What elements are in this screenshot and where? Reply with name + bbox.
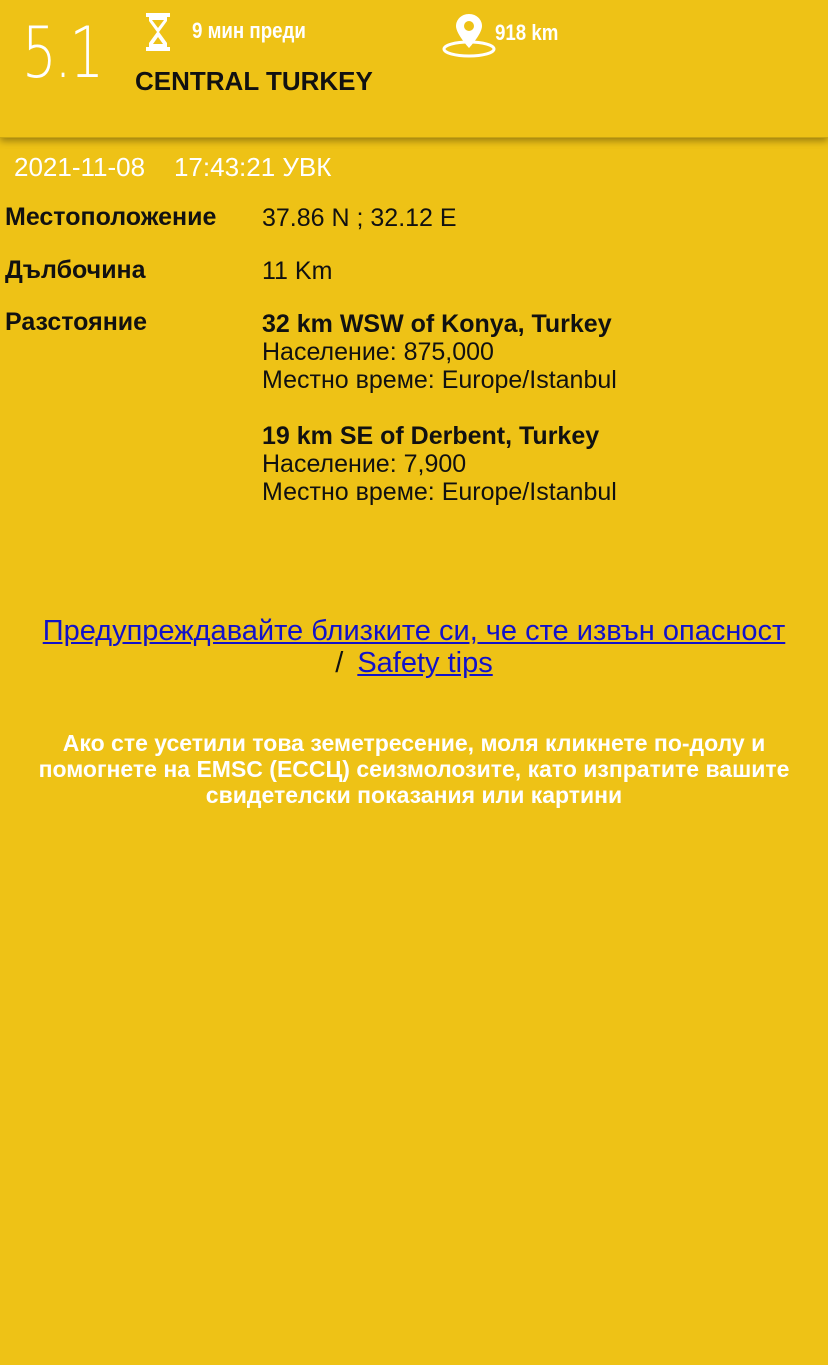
link-separator: / (335, 647, 344, 679)
city-entry (262, 310, 617, 394)
city-local-time: Местно време: Europe/Istanbul (262, 366, 617, 394)
safety-tips-link[interactable]: Safety tips (357, 647, 493, 679)
location-value: 37.86 N ; 32.12 E (262, 204, 457, 232)
event-datetime: 2021-11-08 17:43:21 УВК (14, 152, 332, 182)
city-population: Население: 7,900 (262, 450, 467, 478)
location-pin-icon (442, 12, 496, 58)
city-local-time: Местно време: Europe/Istanbul (262, 478, 617, 506)
felt-report-message: Ако сте усетили това земетресение, моля кликнете по-долу и помогнете на EMSC (ЕССЦ) сеизмолозите, като изпратите вашите свидетелски показания или картини (38, 730, 790, 808)
distance-label: Разстояние (5, 308, 148, 336)
notify-relatives-link[interactable]: Предупреждавайте близките си, че сте извън опасност (42, 615, 786, 647)
location-label: Местоположение (5, 203, 217, 231)
city-name: 19 km SE of Derbent, Turkey (262, 422, 600, 450)
depth-label: Дълбочина (5, 256, 146, 284)
hourglass-icon (144, 12, 172, 52)
city-population: Население: 875,000 (262, 338, 494, 366)
distance-from-user: 918 km (495, 20, 559, 45)
city-entry (262, 422, 617, 506)
depth-value: 11 Km (262, 257, 333, 285)
links-block (40, 615, 788, 679)
time-ago: 9 мин преди (192, 18, 306, 43)
city-name: 32 km WSW of Konya, Turkey (262, 310, 612, 338)
magnitude-value: 5.1 (22, 12, 102, 94)
region-name: CENTRAL TURKEY (135, 66, 373, 96)
quake-header (0, 0, 828, 138)
